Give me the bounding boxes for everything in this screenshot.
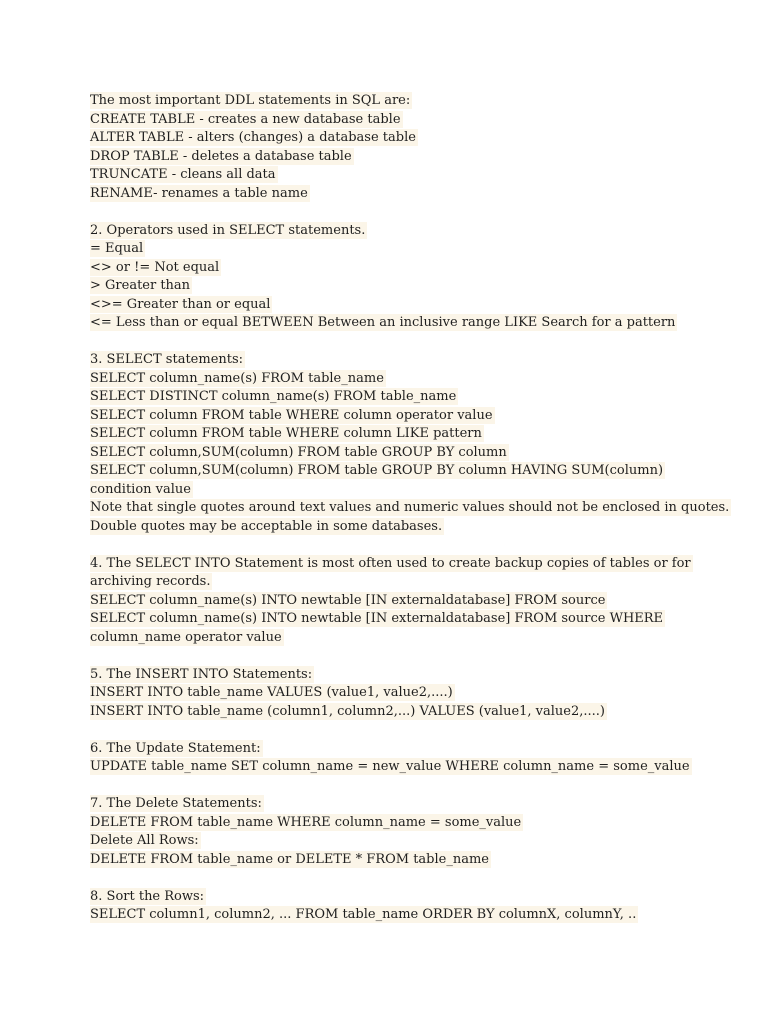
highlighted-text: 8. Sort the Rows: [90,888,205,904]
highlighted-text: = Equal [90,241,144,256]
select-into-section [90,555,730,648]
text-line [90,499,730,518]
highlighted-text: <= Less than or equal BETWEEN Between an inclusive range LIKE Search for a pattern [90,315,676,330]
highlighted-text: 6. The Update Statement: [90,740,261,756]
text-line [90,129,730,148]
text-line [90,481,730,500]
highlighted-text: 5. The INSERT INTO Statements: [90,666,313,682]
text-line [90,629,730,648]
text-line [90,407,730,426]
highlighted-text: DELETE FROM table_name or DELETE * FROM table_name [90,851,489,867]
section-heading [90,666,730,685]
text-line [90,148,730,167]
section-heading [90,795,730,814]
text-line [90,259,730,278]
text-line [90,758,730,777]
text-line [90,425,730,444]
highlighted-text: 4. The SELECT INTO Statement is most often used to create backup copies of tables or for [90,555,691,571]
text-line [90,906,730,925]
text-line [90,166,730,185]
highlighted-text: 3. SELECT statements: [90,352,244,367]
text-line [90,573,730,592]
highlighted-text: 2. Operators used in SELECT statements. [90,222,366,238]
text-line [90,185,730,204]
highlighted-text: SELECT column_name(s) FROM table_name [90,370,384,386]
update-section [90,740,730,777]
text-line [90,518,730,537]
text-line [90,703,730,722]
highlighted-text: Delete All Rows: [90,833,199,848]
highlighted-text: DELETE FROM table_name WHERE column_name = some_value [90,814,522,830]
highlighted-text: archiving records. [90,574,211,589]
highlighted-text: 7. The Delete Statements: [90,796,262,811]
highlighted-text: SELECT column FROM table WHERE column LIKE pattern [90,426,482,441]
highlighted-text: > Greater than [90,278,191,293]
text-line [90,370,730,389]
highlighted-text: <> or != Not equal [90,259,220,275]
highlighted-text: <>= Greater than or equal [90,296,271,312]
highlighted-text: condition value [90,481,191,497]
text-line [90,684,730,703]
highlighted-text: INSERT INTO table_name VALUES (value1, value2,....) [90,685,453,700]
highlighted-text: column_name operator value [90,629,282,645]
text-line [90,92,730,111]
highlighted-text: SELECT column1, column2, ... FROM table_name ORDER BY columnX, columnY, .. [90,907,637,922]
highlighted-text: SELECT column,SUM(column) FROM table GROUP BY column [90,444,507,460]
section-heading [90,351,730,370]
highlighted-text: CREATE TABLE - creates a new database table [90,111,401,127]
text-line [90,240,730,259]
text-line [90,814,730,833]
highlighted-text: TRUNCATE - cleans all data [90,167,276,182]
highlighted-text: INSERT INTO table_name (column1, column2,...) VALUES (value1, value2,....) [90,703,605,719]
text-line [90,592,730,611]
operators-section [90,222,730,333]
text-line [90,444,730,463]
insert-into-section [90,666,730,722]
sort-rows-section [90,888,730,925]
highlighted-text: RENAME- renames a table name [90,185,308,201]
highlighted-text: SELECT column_name(s) INTO newtable [IN externaldatabase] FROM source WHERE [90,611,664,626]
highlighted-text: Double quotes may be acceptable in some databases. [90,518,443,534]
document-page [90,92,730,943]
delete-section [90,795,730,869]
section-heading [90,555,730,574]
highlighted-text: SELECT column_name(s) INTO newtable [IN externaldatabase] FROM source [90,592,606,608]
text-line [90,277,730,296]
highlighted-text: SELECT column,SUM(column) FROM table GROUP BY column HAVING SUM(column) [90,463,664,478]
text-line [90,314,730,333]
section-heading [90,740,730,759]
highlighted-text: SELECT DISTINCT column_name(s) FROM table_name [90,389,457,404]
text-line [90,832,730,851]
text-line [90,296,730,315]
section-heading [90,888,730,907]
text-line [90,851,730,870]
section-heading [90,222,730,241]
highlighted-text: The most important DDL statements in SQL are: [90,93,411,108]
text-line [90,462,730,481]
text-line [90,111,730,130]
highlighted-text: Note that single quotes around text values and numeric values should not be enclosed in quotes. [90,500,730,515]
text-line [90,388,730,407]
highlighted-text: SELECT column FROM table WHERE column operator value [90,407,493,423]
ddl-statements-section [90,92,730,203]
highlighted-text: DROP TABLE - deletes a database table [90,148,352,164]
text-line [90,610,730,629]
select-statements-section [90,351,730,536]
highlighted-text: ALTER TABLE - alters (changes) a database table [90,130,416,145]
highlighted-text: UPDATE table_name SET column_name = new_value WHERE column_name = some_value [90,759,690,774]
